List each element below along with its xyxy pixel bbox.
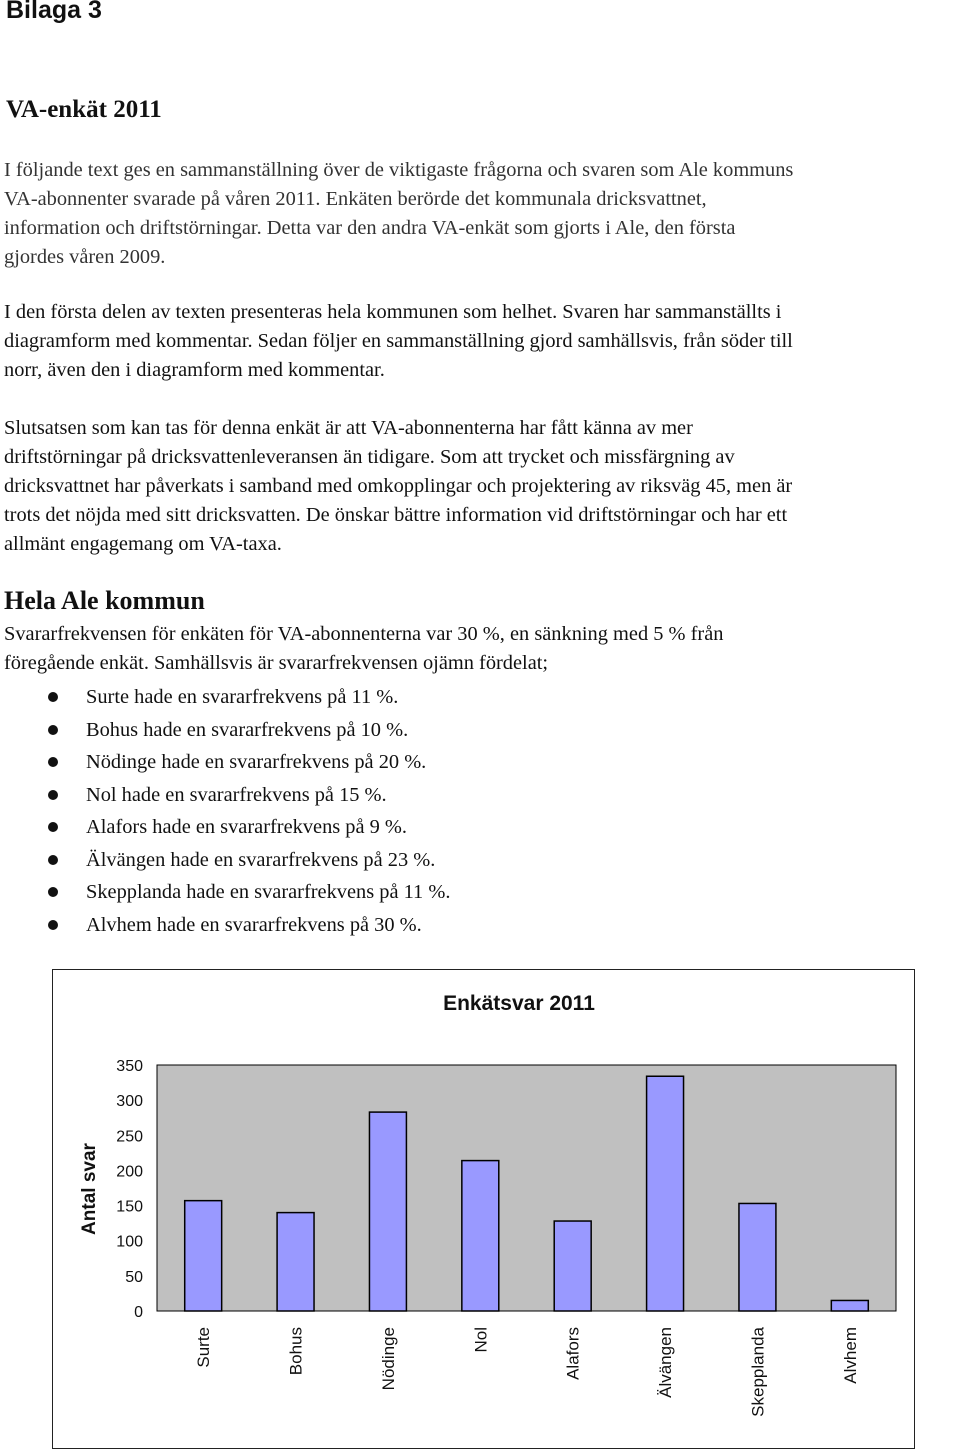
method-line: diagramform med kommentar. Sedan följer en sammanställning gjord samhällsvis, från söder till <box>4 330 793 352</box>
section-heading: Hela Ale kommun <box>4 586 205 615</box>
y-tick-label: 50 <box>125 1268 143 1286</box>
list-item-text: Skepplanda hade en svararfrekvens på 11 %. <box>86 881 451 903</box>
method-line: norr, även den i diagramform med kommentar. <box>4 359 385 381</box>
x-tick-label: Nol <box>471 1327 491 1353</box>
y-axis-label: Antal svar <box>79 1143 100 1235</box>
response-rate-line: föregående enkät. Samhällsvis är svararfrekvensen ojämn fördelat; <box>4 652 549 674</box>
list-item-text: Nol hade en svararfrekvens på 15 %. <box>86 783 387 806</box>
list-item-text: Älvängen hade en svararfrekvens på 23 %. <box>86 848 436 871</box>
intro-line: information och driftstörningar. Detta var den andra VA-enkät som gjorts i Ale, den första <box>4 217 736 239</box>
appendix-label: Bilaga 3 <box>6 0 102 24</box>
response-rate-line: Svararfrekvensen för enkäten för VA-abonnenterna var 30 %, en sänkning med 5 % från <box>4 623 724 645</box>
bar-alafors <box>554 1221 591 1311</box>
y-tick-label: 200 <box>116 1163 143 1181</box>
intro-line: VA-abonnenter svarade på våren 2011. Enkäten berörde det kommunala dricksvattnet, <box>4 188 707 210</box>
bar-bohus <box>277 1213 314 1311</box>
y-axis-ticks <box>116 1058 143 1321</box>
list-item-text: Nödinge hade en svararfrekvens på 20 %. <box>86 751 427 773</box>
bullet-icon <box>48 887 58 897</box>
conclusion-line: driftstörningar på dricksvattenleveransen än tidigare. Som att trycket och missfärgning av <box>4 446 735 468</box>
y-tick-label: 0 <box>134 1304 143 1321</box>
chart-frame <box>52 969 915 1449</box>
bar-chart <box>53 970 914 1448</box>
plot-area <box>157 1065 896 1311</box>
list-item-text: Surte hade en svararfrekvens på 11 %. <box>86 686 399 708</box>
chart-title: Enkätsvar 2011 <box>443 992 595 1015</box>
x-tick-label: Surte <box>194 1327 214 1368</box>
conclusion-line: trots det nöjda med sitt dricksvatten. De önskar bättre information vid driftstörningar och har ett <box>4 504 788 526</box>
x-axis-ticks <box>194 1326 860 1416</box>
y-tick-label: 150 <box>116 1198 143 1216</box>
intro-paragraph <box>4 156 960 272</box>
bar-alvhem <box>831 1300 868 1311</box>
conclusion-line: Slutsatsen som kan tas för denna enkät är att VA-abonnenterna har fått känna av mer <box>4 417 693 439</box>
conclusion-paragraph <box>4 414 960 559</box>
y-tick-label: 300 <box>116 1093 143 1111</box>
list-item-text: Alafors hade en svararfrekvens på 9 %. <box>86 816 408 838</box>
y-tick-label: 350 <box>116 1058 143 1075</box>
bar-nol <box>462 1161 499 1311</box>
bar-surte <box>185 1201 222 1311</box>
bullet-icon <box>48 920 58 930</box>
bullet-icon <box>48 757 58 767</box>
conclusion-line: dricksvattnet har påverkats i samband med omkopplingar och projektering av riksväg 45, men är <box>4 475 793 497</box>
y-tick-label: 250 <box>116 1128 143 1146</box>
list-item-text: Alvhem hade en svararfrekvens på 30 %. <box>86 913 422 936</box>
bar-nödinge <box>369 1112 406 1311</box>
method-line: I den första delen av texten presenteras hela kommunen som helhet. Svaren har sammanställts i <box>4 301 782 323</box>
bullet-icon <box>48 855 58 865</box>
bar-älvängen <box>647 1076 684 1311</box>
list-item-text: Bohus hade en svararfrekvens på 10 %. <box>86 718 409 741</box>
x-tick-label: Bohus <box>286 1327 306 1376</box>
x-tick-label: Älvängen <box>656 1327 676 1398</box>
bullet-icon <box>48 790 58 800</box>
x-tick-label: Skepplanda <box>748 1327 768 1417</box>
conclusion-line: allmänt engagemang om VA-taxa. <box>4 533 282 555</box>
y-tick-label: 100 <box>116 1233 143 1251</box>
document-title: VA-enkät 2011 <box>6 96 162 123</box>
x-tick-label: Alafors <box>563 1327 583 1380</box>
intro-line: gjordes våren 2009. <box>4 246 166 268</box>
x-tick-label: Alvhem <box>840 1327 860 1384</box>
method-paragraph <box>4 298 960 385</box>
x-tick-label: Nödinge <box>378 1327 398 1391</box>
bar-skepplanda <box>739 1203 776 1311</box>
intro-line: I följande text ges en sammanställning över de viktigaste frågorna och svaren som Ale kommuns <box>4 159 794 181</box>
bullet-icon <box>48 822 58 832</box>
bullet-icon <box>48 692 58 702</box>
bullet-icon <box>48 725 58 735</box>
response-rate-paragraph <box>4 620 960 678</box>
